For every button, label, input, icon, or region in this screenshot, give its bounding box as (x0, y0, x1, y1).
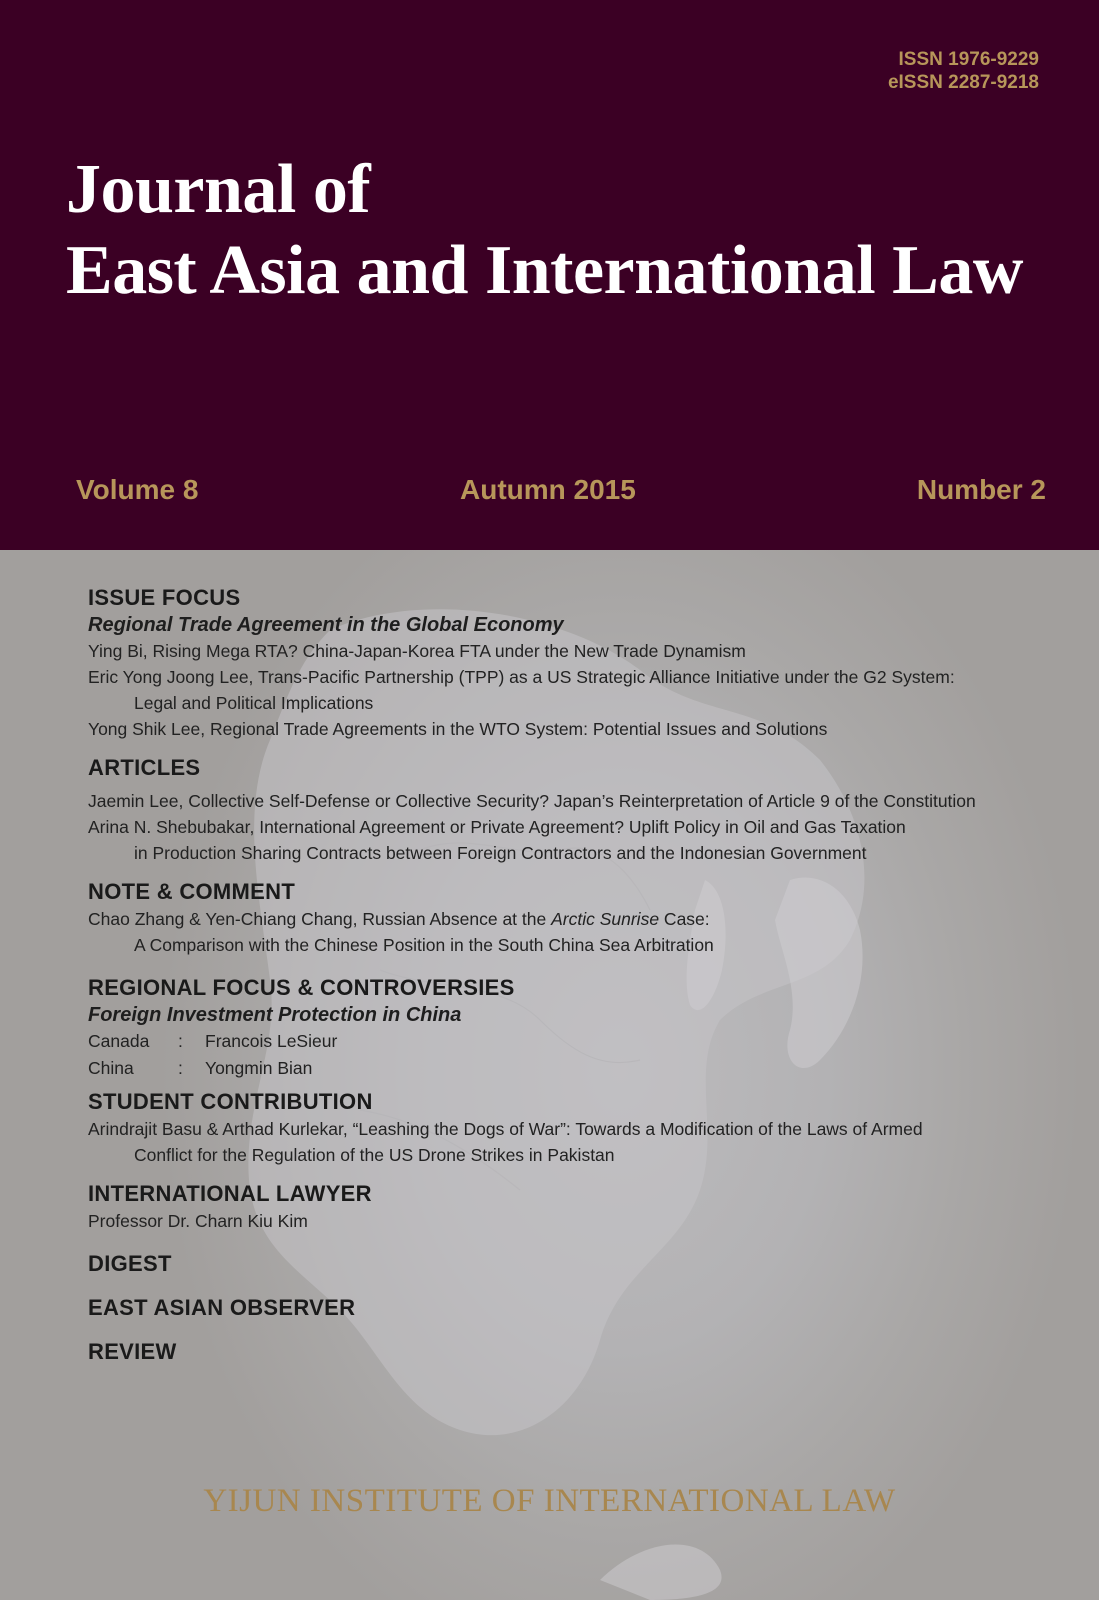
separator: : (178, 1058, 183, 1078)
section-digest: DIGEST (88, 1251, 172, 1276)
title-line-2: East Asia and International Law (66, 232, 1023, 309)
contributor-name: Yongmin Bian (205, 1058, 313, 1078)
entry-text: Chao Zhang & Yen-Chiang Chang, Russian Absence at the (88, 909, 552, 929)
toc-entry-continued: A Comparison with the Chinese Position in the South China Sea Arbitration (134, 935, 714, 955)
country-name: China (88, 1058, 134, 1078)
contributor-row (88, 1055, 1048, 1082)
toc-entry: Eric Yong Joong Lee, Trans-Pacific Partnership (TPP) as a US Strategic Alliance Initiative under the G2 System: (88, 667, 955, 687)
regional-focus-subheading: Foreign Investment Protection in China (88, 1004, 462, 1026)
section-note-comment: NOTE & COMMENT (88, 879, 296, 904)
number-label: Number 2 (916, 474, 1046, 505)
volume-label: Volume 8 (76, 474, 199, 505)
section-regional-focus: REGIONAL FOCUS & CONTROVERSIES (88, 975, 515, 1000)
journal-title (66, 150, 1023, 312)
section-international-lawyer: INTERNATIONAL LAWYER (88, 1181, 372, 1206)
season-label: Autumn 2015 (460, 474, 636, 505)
toc-entry-continued: Legal and Political Implications (134, 693, 374, 713)
eissn: eISSN 2287-9218 (887, 72, 1039, 93)
publisher-name: YIJUN INSTITUTE OF INTERNATIONAL LAW (203, 1483, 896, 1519)
toc-entry: Jaemin Lee, Collective Self-Defense or Collective Security? Japan’s Reinterpretation of Article 9 of the Constitution (88, 791, 976, 811)
section-east-asian-observer: EAST ASIAN OBSERVER (88, 1295, 356, 1320)
toc-entry (88, 906, 1048, 932)
section-issue-focus: ISSUE FOCUS (88, 585, 241, 610)
toc-entry: Yong Shik Lee, Regional Trade Agreements in the WTO System: Potential Issues and Solutions (88, 719, 828, 739)
section-articles: ARTICLES (88, 755, 201, 780)
contributor-row (88, 1028, 1048, 1055)
section-student-contribution: STUDENT CONTRIBUTION (88, 1089, 373, 1114)
contributor-name: Francois LeSieur (205, 1031, 338, 1051)
toc-entry-continued: in Production Sharing Contracts between Foreign Contractors and the Indonesian Government (134, 843, 867, 863)
issue-focus-subheading: Regional Trade Agreement in the Global Economy (88, 614, 564, 636)
toc-entry: Arindrajit Basu & Arthad Kurlekar, “Leashing the Dogs of War”: Towards a Modification of the Laws of Armed (88, 1119, 923, 1139)
toc-entry-continued: Conflict for the Regulation of the US Drone Strikes in Pakistan (134, 1145, 615, 1165)
separator: : (178, 1031, 183, 1051)
country-name: Canada (88, 1031, 150, 1051)
toc-entry: Professor Dr. Charn Kiu Kim (88, 1211, 308, 1231)
entry-text: Case: (659, 909, 710, 929)
toc-entry: Arina N. Shebubakar, International Agreement or Private Agreement? Uplift Policy in Oil and Gas Taxation (88, 817, 906, 837)
issn: ISSN 1976-9229 (898, 49, 1039, 70)
title-line-1: Journal of (66, 151, 371, 228)
case-name: Arctic Sunrise (551, 909, 660, 929)
toc-entry: Ying Bi, Rising Mega RTA? China-Japan-Korea FTA under the New Trade Dynamism (88, 641, 746, 661)
issue-meta (76, 474, 1046, 510)
table-of-contents (88, 584, 1048, 1366)
issn-block (888, 48, 1039, 94)
section-review: REVIEW (88, 1339, 177, 1364)
title-band (0, 0, 1099, 550)
